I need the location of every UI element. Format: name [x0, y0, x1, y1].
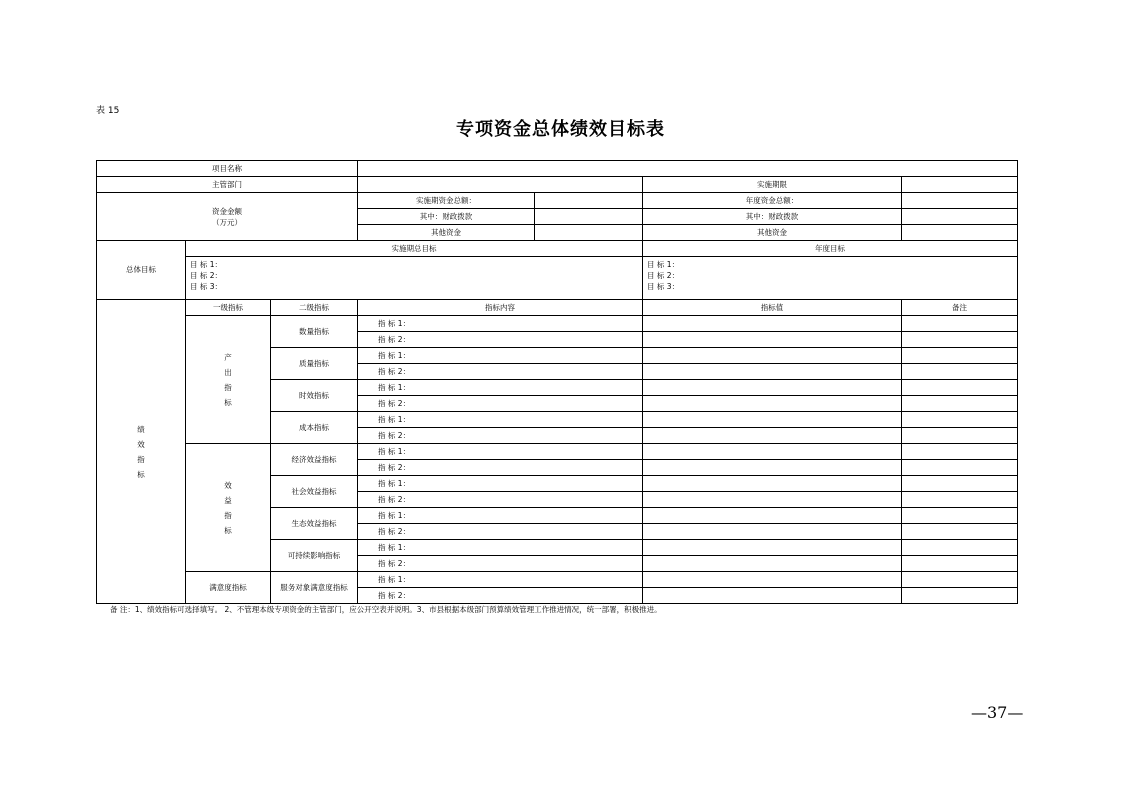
level2-label: 服务对象满意度指标 — [271, 572, 358, 604]
level2-label: 数量指标 — [271, 316, 358, 348]
table-row — [97, 444, 1018, 460]
col-level1: 一级指标 — [186, 300, 271, 316]
label-funds: 资金金额 （万元） — [97, 193, 358, 241]
indicator-remark[interactable] — [902, 572, 1018, 588]
indicator-value[interactable] — [643, 380, 902, 396]
field-dept[interactable] — [358, 177, 643, 193]
indicator-content[interactable]: 指 标 2： — [358, 332, 643, 348]
level1-cell — [186, 572, 271, 604]
indicator-content[interactable]: 指 标 1： — [358, 316, 643, 332]
page-number: —37— — [971, 703, 1024, 722]
indicator-value[interactable] — [643, 492, 902, 508]
indicator-remark[interactable] — [902, 476, 1018, 492]
label-perf-text: 绩效指标 — [137, 424, 145, 479]
indicator-remark[interactable] — [902, 524, 1018, 540]
level2-label: 成本指标 — [271, 412, 358, 444]
indicator-content[interactable]: 指 标 2： — [358, 364, 643, 380]
field-project-name[interactable] — [358, 161, 1018, 177]
indicator-remark[interactable] — [902, 428, 1018, 444]
page-title: 专项资金总体绩效目标表 — [456, 119, 665, 140]
goal-item: 目 标 1： — [647, 260, 680, 269]
table-row — [97, 572, 1018, 588]
indicator-value[interactable] — [643, 588, 902, 604]
indicator-content[interactable]: 指 标 1： — [358, 380, 643, 396]
goal-item: 目 标 3： — [190, 282, 223, 291]
field-other-funds[interactable] — [535, 225, 643, 241]
indicator-remark[interactable] — [902, 444, 1018, 460]
indicator-value[interactable] — [643, 540, 902, 556]
indicator-remark[interactable] — [902, 540, 1018, 556]
indicator-value[interactable] — [643, 524, 902, 540]
indicator-content[interactable]: 指 标 2： — [358, 556, 643, 572]
indicator-content[interactable]: 指 标 2： — [358, 460, 643, 476]
indicator-content[interactable]: 指 标 1： — [358, 572, 643, 588]
annual-goal-list[interactable] — [643, 257, 1018, 300]
goal-item: 目 标 1： — [190, 260, 223, 269]
level2-label: 经济效益指标 — [271, 444, 358, 476]
indicator-remark[interactable] — [902, 508, 1018, 524]
goal-item: 目 标 3： — [647, 282, 680, 291]
field-total-period-funds[interactable] — [535, 193, 643, 209]
period-goal-list[interactable] — [186, 257, 643, 300]
indicator-value[interactable] — [643, 556, 902, 572]
row-perf-header — [97, 300, 1018, 316]
level2-label: 时效指标 — [271, 380, 358, 412]
label-fiscal-alloc: 其中：财政拨款 — [358, 209, 535, 225]
level1-cell — [186, 444, 271, 572]
indicator-value[interactable] — [643, 508, 902, 524]
row-overall-goals — [97, 257, 1018, 300]
field-annual-fiscal-alloc[interactable] — [902, 209, 1018, 225]
row-overall-header — [97, 241, 1018, 257]
field-period[interactable] — [902, 177, 1018, 193]
table-number: 表 15 — [96, 106, 120, 116]
col-level2: 二级指标 — [271, 300, 358, 316]
footnote: 备 注：1、绩效指标可选择填写。 2、不管理本级专项资金的主管部门，应公开空表并说明。3、市县根据本级部门预算绩效管理工作推进情况，统一部署，积极推进。 — [110, 605, 662, 614]
indicator-content[interactable]: 指 标 1： — [358, 412, 643, 428]
indicator-content[interactable]: 指 标 1： — [358, 508, 643, 524]
level2-label: 可持续影响指标 — [271, 540, 358, 572]
indicator-value[interactable] — [643, 332, 902, 348]
indicator-remark[interactable] — [902, 348, 1018, 364]
indicator-content[interactable]: 指 标 2： — [358, 492, 643, 508]
col-value: 指标值 — [643, 300, 902, 316]
indicator-value[interactable] — [643, 412, 902, 428]
level1-cell — [186, 316, 271, 444]
label-dept: 主管部门 — [97, 177, 358, 193]
indicator-value[interactable] — [643, 364, 902, 380]
label-annual-other-funds: 其他资金 — [643, 225, 902, 241]
level1-label: 满意度指标 — [209, 582, 247, 592]
indicator-value[interactable] — [643, 428, 902, 444]
label-overall: 总体目标 — [97, 241, 186, 300]
label-total-period-funds: 实施期资金总额： — [358, 193, 535, 209]
indicator-value[interactable] — [643, 460, 902, 476]
indicator-remark[interactable] — [902, 412, 1018, 428]
field-annual-total-funds[interactable] — [902, 193, 1018, 209]
indicator-remark[interactable] — [902, 556, 1018, 572]
level2-label: 生态效益指标 — [271, 508, 358, 540]
label-annual-goal: 年度目标 — [643, 241, 1018, 257]
level2-label: 社会效益指标 — [271, 476, 358, 508]
indicator-content[interactable]: 指 标 2： — [358, 396, 643, 412]
indicator-content[interactable]: 指 标 2： — [358, 588, 643, 604]
table-row — [97, 316, 1018, 332]
row-project-name — [97, 161, 1018, 177]
label-period: 实施期限 — [643, 177, 902, 193]
indicator-value[interactable] — [643, 396, 902, 412]
performance-target-table — [96, 160, 1018, 604]
goal-item: 目 标 2： — [647, 271, 680, 280]
level1-label: 效益指标 — [224, 480, 232, 535]
col-remark: 备注 — [902, 300, 1018, 316]
indicator-content[interactable]: 指 标 1： — [358, 476, 643, 492]
indicator-content[interactable]: 指 标 1： — [358, 540, 643, 556]
level1-label: 产出指标 — [224, 352, 232, 407]
indicator-content[interactable]: 指 标 2： — [358, 428, 643, 444]
indicator-value[interactable] — [643, 572, 902, 588]
label-project-name: 项目名称 — [97, 161, 358, 177]
label-annual-fiscal-alloc: 其中：财政拨款 — [643, 209, 902, 225]
indicator-content[interactable]: 指 标 1： — [358, 444, 643, 460]
indicator-remark[interactable] — [902, 332, 1018, 348]
indicator-value[interactable] — [643, 476, 902, 492]
indicator-content[interactable]: 指 标 1： — [358, 348, 643, 364]
row-funds-1 — [97, 193, 1018, 209]
indicator-value[interactable] — [643, 316, 902, 332]
indicator-remark[interactable] — [902, 460, 1018, 476]
indicator-remark[interactable] — [902, 492, 1018, 508]
level2-label: 质量指标 — [271, 348, 358, 380]
label-other-funds: 其他资金 — [358, 225, 535, 241]
label-annual-total-funds: 年度资金总额： — [643, 193, 902, 209]
label-period-goal: 实施期总目标 — [186, 241, 643, 257]
goal-item: 目 标 2： — [190, 271, 223, 280]
col-content: 指标内容 — [358, 300, 643, 316]
indicator-remark[interactable] — [902, 364, 1018, 380]
label-perf — [97, 300, 186, 604]
indicator-remark[interactable] — [902, 588, 1018, 604]
indicator-remark[interactable] — [902, 380, 1018, 396]
indicator-value[interactable] — [643, 348, 902, 364]
row-dept — [97, 177, 1018, 193]
indicator-content[interactable]: 指 标 2： — [358, 524, 643, 540]
indicator-remark[interactable] — [902, 316, 1018, 332]
indicator-remark[interactable] — [902, 396, 1018, 412]
indicator-value[interactable] — [643, 444, 902, 460]
field-annual-other-funds[interactable] — [902, 225, 1018, 241]
field-fiscal-alloc[interactable] — [535, 209, 643, 225]
